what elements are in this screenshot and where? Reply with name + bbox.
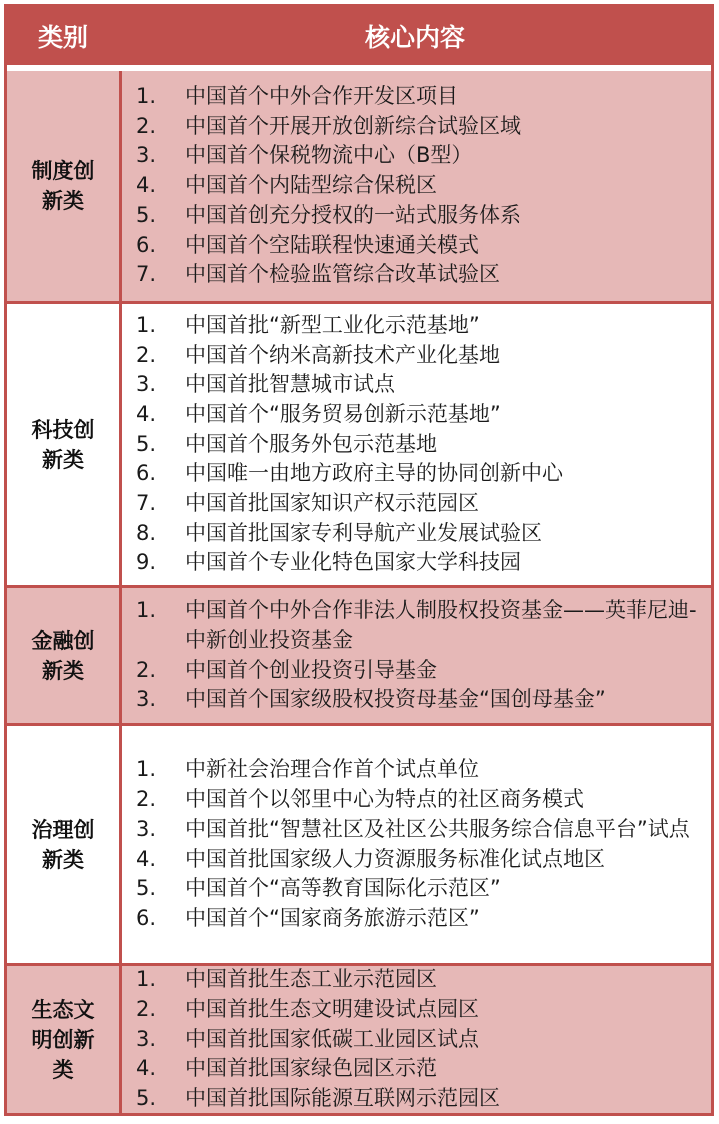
content-cell <box>122 304 711 585</box>
list-item <box>136 845 701 875</box>
list-item <box>136 596 701 655</box>
item-number: 6. <box>136 232 157 257</box>
item-number: 9. <box>136 550 157 575</box>
category-cell <box>7 588 122 723</box>
item-text: 中国首个中外合作非法人制股权投资基金——英菲尼迪-中新创业投资基金 <box>185 598 697 652</box>
category-cell <box>7 726 122 963</box>
list-item <box>136 815 701 845</box>
header-category: 类别 <box>37 23 88 52</box>
category-cell <box>7 71 122 301</box>
content-cell <box>122 966 711 1113</box>
item-text: 中国首个纳米高新技术产业化基地 <box>185 342 500 367</box>
category-label: 制度创新类 <box>31 159 95 213</box>
item-text: 中国首个以邻里中心为特点的社区商务模式 <box>185 787 584 812</box>
item-number: 3. <box>136 143 157 168</box>
item-number: 1. <box>136 312 157 337</box>
item-text: 中国首个开展开放创新综合试验区域 <box>185 113 521 138</box>
item-number: 4. <box>136 173 157 198</box>
item-number: 1. <box>136 84 157 109</box>
category-cell <box>7 304 122 585</box>
list-item <box>136 231 701 261</box>
category-label: 生态文明创新类 <box>31 997 95 1082</box>
category-label: 治理创新类 <box>31 817 95 872</box>
content-cell <box>122 588 711 723</box>
item-number: 5. <box>136 431 157 456</box>
category-label: 金融创新类 <box>31 628 95 683</box>
item-number: 3. <box>136 1026 157 1051</box>
item-text: 中国首个服务外包示范基地 <box>185 431 437 456</box>
item-text: 中国首创充分授权的一站式服务体系 <box>185 202 521 227</box>
item-text: 中新社会治理合作首个试点单位 <box>185 757 479 782</box>
list-item <box>136 260 701 290</box>
list-item <box>136 430 701 460</box>
list-item <box>136 201 701 231</box>
item-text: 中国首批智慧城市试点 <box>185 372 395 397</box>
list-item <box>136 685 701 715</box>
item-number: 2. <box>136 342 157 367</box>
item-text: 中国首个“国家商务旅游示范区” <box>185 905 480 930</box>
content-cell <box>122 71 711 301</box>
category-label: 科技创新类 <box>31 417 95 472</box>
item-number: 4. <box>136 846 157 871</box>
item-text: 中国首个创业投资引导基金 <box>185 657 437 682</box>
item-number: 2. <box>136 787 157 812</box>
item-text: 中国首个专业化特色国家大学科技园 <box>185 550 521 575</box>
item-number: 3. <box>136 687 157 712</box>
list-item <box>136 171 701 201</box>
table-row <box>7 585 711 723</box>
item-text: 中国首个国家级股权投资母基金“国创母基金” <box>185 687 606 712</box>
list-item <box>136 519 701 549</box>
item-number: 3. <box>136 816 157 841</box>
item-number: 7. <box>136 491 157 516</box>
list-item <box>136 904 701 934</box>
item-text: 中国首个“高等教育国际化示范区” <box>185 876 501 901</box>
item-number: 4. <box>136 1056 157 1081</box>
list-item <box>136 755 701 785</box>
table-row <box>7 301 711 585</box>
item-number: 2. <box>136 996 157 1021</box>
item-number: 2. <box>136 113 157 138</box>
item-text: 中国首批国家绿色园区示范 <box>185 1056 437 1081</box>
item-number: 6. <box>136 461 157 486</box>
item-number: 8. <box>136 520 157 545</box>
category-cell <box>7 966 122 1113</box>
item-text: 中国首个空陆联程快速通关模式 <box>185 232 479 257</box>
list-item <box>136 489 701 519</box>
content-cell <box>122 726 711 963</box>
innovation-table <box>4 4 714 1116</box>
item-number: 1. <box>136 757 157 782</box>
list-item <box>136 1054 701 1084</box>
list-item <box>136 785 701 815</box>
list-item <box>136 995 701 1025</box>
item-text: 中国首批国家低碳工业园区试点 <box>185 1026 479 1051</box>
item-number: 7. <box>136 262 157 287</box>
item-text: 中国首批生态文明建设试点园区 <box>185 996 479 1021</box>
item-text: 中国首个中外合作开发区项目 <box>185 84 458 109</box>
list-item <box>136 548 701 578</box>
item-text: 中国首批国家级人力资源服务标准化试点地区 <box>185 846 605 871</box>
item-text: 中国首批国际能源互联网示范园区 <box>185 1086 500 1111</box>
list-item <box>136 400 701 430</box>
list-item <box>136 370 701 400</box>
item-text: 中国首批“新型工业化示范基地” <box>185 312 480 337</box>
item-number: 4. <box>136 401 157 426</box>
list-item <box>136 82 701 112</box>
header-content: 核心内容 <box>364 23 465 52</box>
item-number: 5. <box>136 876 157 901</box>
item-text: 中国首批国家知识产权示范园区 <box>185 491 479 516</box>
list-item <box>136 112 701 142</box>
item-number: 1. <box>136 598 157 623</box>
item-number: 5. <box>136 202 157 227</box>
item-text: 中国首个保税物流中心（B型） <box>185 143 473 168</box>
item-text: 中国首批生态工业示范园区 <box>185 967 437 992</box>
item-text: 中国首个“服务贸易创新示范基地” <box>185 401 501 426</box>
item-text: 中国唯一由地方政府主导的协同创新中心 <box>185 461 563 486</box>
list-item <box>136 874 701 904</box>
item-text: 中国首批“智慧社区及社区公共服务综合信息平台”试点 <box>185 816 690 841</box>
table-row <box>7 723 711 963</box>
list-item <box>136 656 701 686</box>
table-header <box>7 7 711 65</box>
item-number: 2. <box>136 657 157 682</box>
item-number: 1. <box>136 967 157 992</box>
item-number: 5. <box>136 1086 157 1111</box>
list-item <box>136 459 701 489</box>
item-number: 3. <box>136 372 157 397</box>
list-item <box>136 1025 701 1055</box>
table-row <box>7 65 711 301</box>
list-item <box>136 965 701 995</box>
list-item <box>136 1084 701 1114</box>
item-number: 6. <box>136 905 157 930</box>
table-row <box>7 963 711 1113</box>
item-text: 中国首批国家专利导航产业发展试验区 <box>185 520 542 545</box>
item-text: 中国首个检验监管综合改革试验区 <box>185 262 500 287</box>
item-text: 中国首个内陆型综合保税区 <box>185 173 437 198</box>
list-item <box>136 341 701 371</box>
list-item <box>136 141 701 171</box>
list-item <box>136 311 701 341</box>
